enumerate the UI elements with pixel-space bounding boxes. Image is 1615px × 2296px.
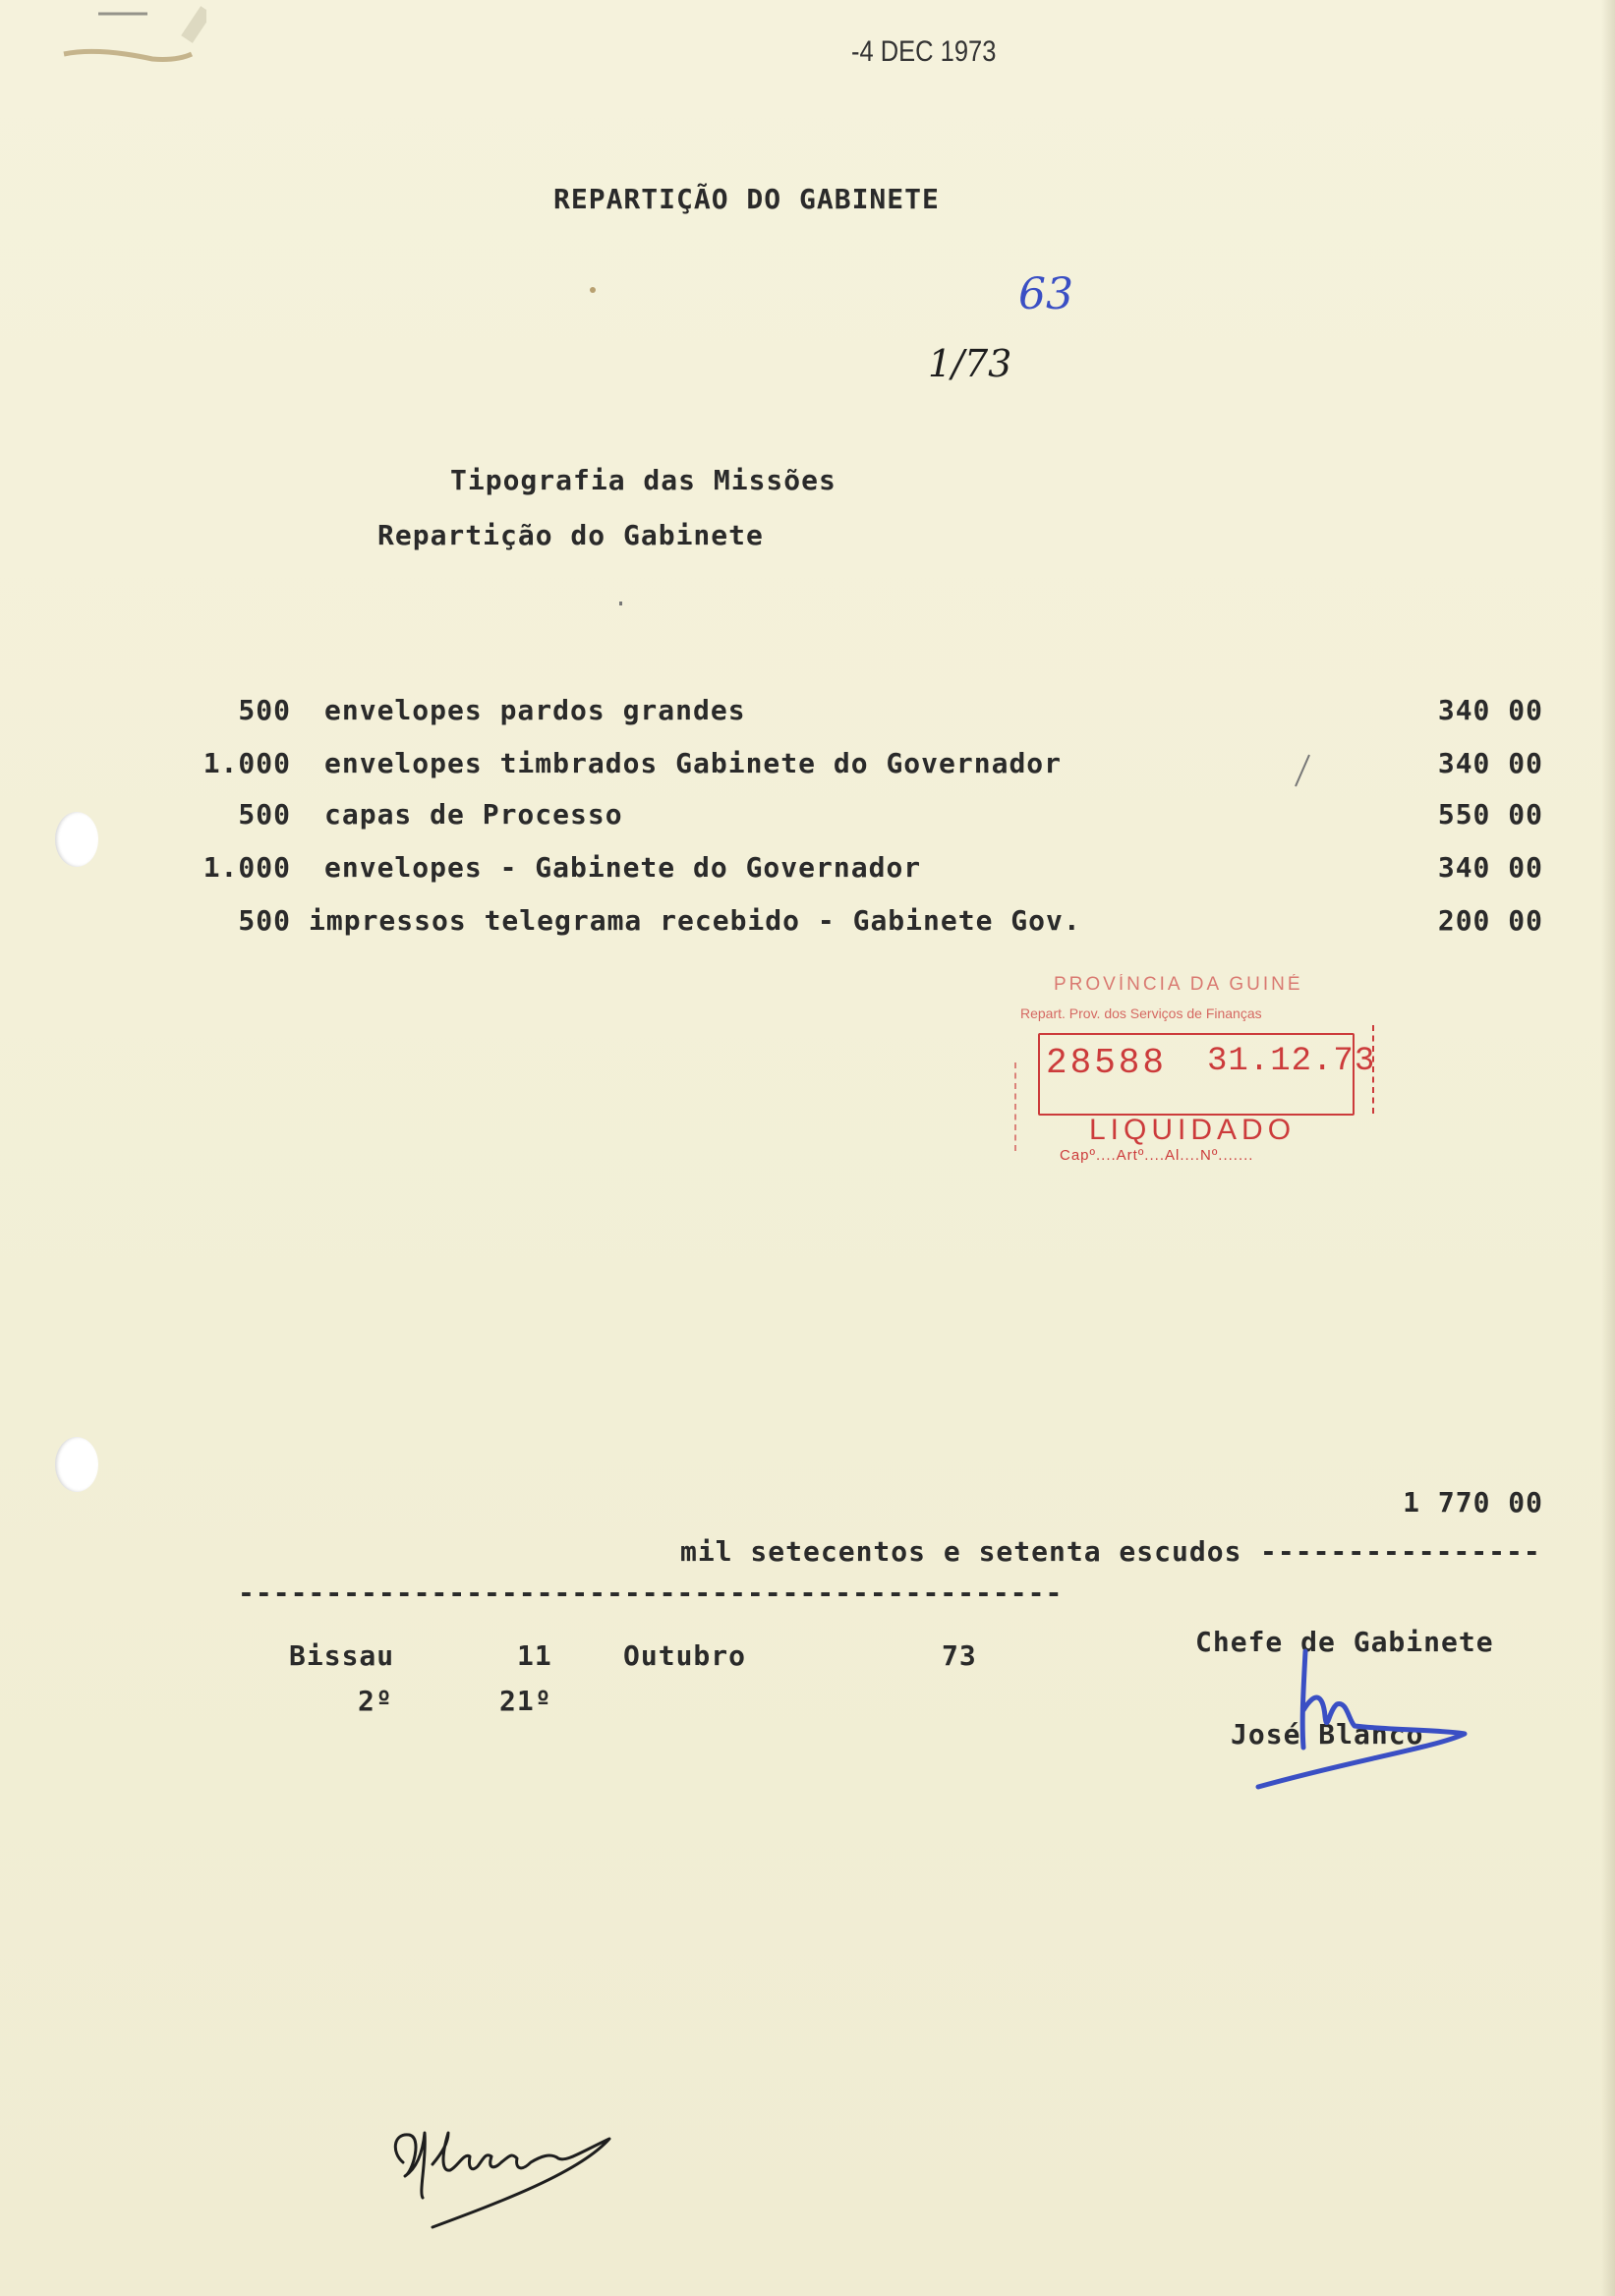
- dateline-year: 73: [942, 1639, 977, 1672]
- stamp-department: Repart. Prov. dos Serviços de Finanças: [1020, 1005, 1262, 1021]
- item-quantity: 500: [238, 694, 291, 726]
- list-item: [0, 694, 1615, 733]
- item-amount: 340 00: [1437, 694, 1543, 726]
- dateline-day: 11: [517, 1639, 552, 1672]
- item-quantity: 1.000: [202, 851, 291, 884]
- blue-signature: [1239, 1632, 1474, 1799]
- handwritten-folio-number: 63: [1018, 269, 1073, 319]
- signatory-name: José Blanco: [1231, 1718, 1424, 1751]
- date-received-stamp: -4 DEC 1973: [851, 35, 997, 68]
- item-description: envelopes timbrados Gabinete do Governador: [324, 747, 1063, 779]
- item-description: capas de Processo: [324, 798, 623, 831]
- list-item: [0, 851, 1615, 890]
- torn-corner-mark: [59, 0, 206, 69]
- dateline-month: Outubro: [623, 1639, 747, 1672]
- item-quantity: 500: [238, 798, 291, 831]
- initials-signature: [383, 2113, 639, 2241]
- dateline-sub-number: 21º: [499, 1685, 552, 1717]
- stamp-border-right: [1372, 1025, 1376, 1114]
- stamp-status: LIQUIDADO: [1089, 1114, 1297, 1146]
- stamp-province: PROVÍNCIA DA GUINÉ: [1054, 974, 1303, 995]
- liquidado-stamp: [1010, 968, 1379, 1175]
- addressee-line-2: Repartição do Gabinete: [377, 519, 764, 551]
- total-dash-line: -----------------------------------------------: [238, 1577, 1064, 1609]
- item-quantity: 500: [238, 904, 291, 937]
- total-trailing-dashes: ----------------: [1260, 1535, 1541, 1568]
- stamp-border-left: [1014, 1062, 1018, 1151]
- list-item: [0, 904, 1615, 944]
- item-amount: 200 00: [1437, 904, 1543, 937]
- total-in-words: mil setecentos e setenta escudos: [680, 1535, 1242, 1568]
- document-title: REPARTIÇÃO DO GABINETE: [553, 183, 940, 215]
- item-quantity: 1.000: [202, 747, 291, 779]
- stamp-date: 31.12.73: [1207, 1043, 1376, 1080]
- addressee-line-1: Tipografia das Missões: [450, 464, 836, 496]
- item-amount: 340 00: [1437, 747, 1543, 779]
- item-description: envelopes pardos grandes: [324, 694, 746, 726]
- dateline-sub-day: 2º: [358, 1685, 393, 1717]
- handwritten-reference: 1/73: [928, 342, 1012, 385]
- paper-speck: [590, 287, 596, 293]
- signatory-role: Chefe de Gabinete: [1195, 1626, 1494, 1658]
- punch-hole-bottom: [55, 1437, 98, 1492]
- page-edge-shadow: [1601, 0, 1615, 2296]
- stamp-number: 28588: [1046, 1043, 1168, 1083]
- paper-speck: [619, 602, 622, 605]
- item-amount: 550 00: [1437, 798, 1543, 831]
- dateline-place: Bissau: [289, 1639, 395, 1672]
- list-item: [0, 798, 1615, 837]
- list-item: [0, 747, 1615, 786]
- item-description: impressos telegrama recebido - Gabinete Gov.: [309, 904, 1081, 937]
- item-description: envelopes - Gabinete do Governador: [324, 851, 922, 884]
- stray-pen-mark: [1288, 751, 1317, 790]
- stamp-footer: Capº....Artº....Al....Nº.......: [1060, 1147, 1254, 1164]
- item-amount: 340 00: [1437, 851, 1543, 884]
- total-amount: 1 770 00: [1403, 1486, 1543, 1519]
